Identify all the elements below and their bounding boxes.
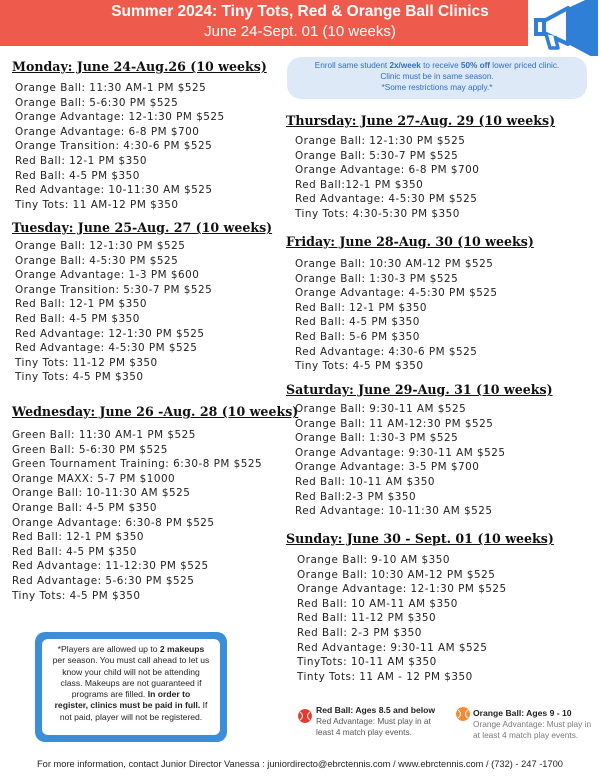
saturday-heading: Saturday: June 29-Aug. 31 (10 weeks) [286, 382, 553, 397]
clinic-slot: Red Advantage: 9:30-11 AM $525 [297, 641, 488, 654]
footer-contact: For more information, contact Junior Director Vanessa : juniordirecto@ebrctennis.com / www.ebrctennis.com / (732) - 247 -1700 [37, 759, 563, 769]
clinic-slot: Orange Advantage: 4-5:30 PM $525 [295, 287, 498, 300]
clinic-slot: Tiny Tots: 4-5 PM $350 [295, 360, 424, 373]
clinic-slot: Red Advantage: 4-5:30 PM $525 [295, 193, 478, 206]
wednesday-heading: Wednesday: June 26 -Aug. 28 (10 weeks) [12, 404, 299, 419]
sunday-heading: Sunday: June 30 - Sept. 01 (10 weeks) [286, 531, 554, 546]
makeup-policy-box [35, 632, 227, 742]
clinic-slot: Orange Ball: 4-5:30 PM $525 [15, 254, 179, 267]
thursday-list [295, 134, 479, 222]
clinic-slot: Orange Advantage: 1-3 PM $600 [15, 269, 200, 282]
saturday-list [295, 402, 505, 519]
page-subtitle: June 24-Sept. 01 (10 weeks) [204, 23, 396, 40]
sunday-list [297, 553, 507, 684]
promo-line-3: *Some restrictions may apply.* [381, 83, 493, 92]
clinic-slot: Tiny Tots: 11 AM-12 PM $350 [15, 198, 179, 211]
clinic-slot: Orange Transition: 5:30-7 PM $525 [15, 283, 213, 296]
clinic-slot: Red Advantage: 11-12:30 PM $525 [12, 560, 209, 573]
clinic-slot: Red Ball: 10-11 AM $350 [295, 475, 435, 488]
clinic-slot: Red Ball: 4-5 PM $350 [15, 169, 140, 182]
clinic-slot: Red Ball: 12-1 PM $350 [295, 301, 427, 314]
clinic-slot: Orange Advantage: 12-1:30 PM $525 [297, 583, 507, 596]
orange-ball-icon [456, 707, 470, 721]
monday-heading: Monday: June 24-Aug.26 (10 weeks) [12, 59, 267, 74]
clinic-slot: Red Ball:2-3 PM $350 [295, 490, 417, 503]
clinic-slot: Orange Ball: 11:30 AM-1 PM $525 [15, 82, 207, 94]
clinic-slot: Orange Ball: 5:30-7 PM $525 [295, 149, 459, 162]
clinic-slot: Orange Transition: 4:30-6 PM $525 [15, 140, 213, 153]
tuesday-heading: Tuesday: June 25-Aug. 27 (10 weeks) [12, 220, 273, 235]
makeup-policy-text: *Players are allowed up to 2 makeups per season. You must call ahead to let us know your child will not be attending class. Makeups are not guaranteed if programs are filled. In order to register, clinics must be paid in full. If not paid, player will not be registered. [42, 639, 220, 735]
clinic-slot: Orange Ball: 9:30-11 AM $525 [295, 403, 467, 415]
clinic-slot: Green Tournament Training: 6:30-8 PM $525 [12, 458, 263, 471]
clinic-slot: Red Advantage: 10-11:30 AM $525 [15, 184, 213, 197]
friday-heading: Friday: June 28-Aug. 30 (10 weeks) [286, 234, 534, 249]
clinic-slot: Red Ball: 5-6 PM $350 [295, 330, 420, 343]
page-title: Summer 2024: Tiny Tots, Red & Orange Ball Clinics [111, 3, 489, 20]
clinic-slot: Tiny Tots: 4-5 PM $350 [12, 589, 141, 602]
clinic-slot: Orange Ball: 12-1:30 PM $525 [295, 135, 466, 147]
clinic-slot: Tiny Tots: 4-5 PM $350 [15, 371, 144, 384]
clinic-slot: Red Ball: 4-5 PM $350 [15, 312, 140, 325]
clinic-slot: Red Advantage: 5-6:30 PM $525 [12, 574, 195, 587]
clinic-slot: Orange Ball: 10-11:30 AM $525 [12, 487, 191, 500]
promo-note [287, 57, 587, 99]
clinic-slot: Orange Ball: 10:30 AM-12 PM $525 [297, 568, 496, 581]
clinic-slot: Red Ball: 4-5 PM $350 [295, 316, 420, 329]
clinic-slot: Red Advantage: 10-11:30 AM $525 [295, 505, 493, 518]
friday-list [295, 257, 498, 374]
clinic-slot: Tiny Tots: 4:30-5:30 PM $350 [295, 207, 460, 220]
clinic-slot: Red Advantage: 4-5:30 PM $525 [15, 342, 198, 355]
clinic-slot: Orange Advantage: 9:30-11 AM $525 [295, 446, 506, 459]
clinic-slot: Orange Ball: 10:30 AM-12 PM $525 [295, 258, 494, 270]
clinic-slot: TinyTots: 10-11 AM $350 [297, 656, 437, 669]
clinic-slot: Orange Ball: 12-1:30 PM $525 [15, 240, 186, 252]
clinic-slot: Orange Advantage: 6:30-8 PM $525 [12, 516, 215, 529]
clinic-slot: Red Ball: 4-5 PM $350 [12, 545, 137, 558]
clinic-slot: Red Ball: 11-12 PM $350 [297, 612, 437, 625]
red-ball-legend-desc: Red Advantage: Must play in at least 4 match play events. [316, 716, 431, 737]
clinic-slot: Orange Ball: 9-10 AM $350 [297, 554, 450, 566]
clinic-slot: Green Ball: 11:30 AM-1 PM $525 [12, 429, 196, 441]
red-ball-legend-title: Red Ball: Ages 8.5 and below [316, 705, 436, 715]
red-ball-icon [298, 709, 312, 723]
clinic-slot: Orange Ball: 1:30-3 PM $525 [295, 272, 459, 285]
clinic-slot: Orange Advantage: 6-8 PM $700 [295, 164, 480, 177]
orange-ball-legend-title: Orange Ball: Ages 9 - 10 [473, 708, 572, 718]
clinic-slot: Orange Advantage: 6-8 PM $700 [15, 125, 200, 138]
clinic-slot: Orange Advantage: 12-1:30 PM $525 [15, 111, 225, 124]
clinic-slot: Red Advantage: 12-1:30 PM $525 [15, 327, 205, 340]
clinic-slot: Orange Ball: 11 AM-12:30 PM $525 [295, 417, 494, 430]
clinic-slot: Orange Ball: 1:30-3 PM $525 [295, 432, 459, 445]
megaphone-icon [528, 0, 600, 56]
promo-line-2: Clinic must be in same season. [380, 72, 494, 81]
clinic-slot: Orange Ball: 5-6:30 PM $525 [15, 96, 179, 109]
clinic-slot: Tiny Tots: 11-12 PM $350 [15, 356, 158, 369]
clinic-slot: Orange Advantage: 3-5 PM $700 [295, 461, 480, 474]
clinic-slot: Tinty Tots: 11 AM - 12 PM $350 [297, 670, 473, 683]
wednesday-list [12, 428, 262, 603]
clinic-slot: Red Ball: 10 AM-11 AM $350 [297, 597, 458, 610]
monday-list [15, 81, 225, 212]
clinic-slot: Orange Ball: 4-5 PM $350 [12, 501, 158, 514]
clinic-slot: Green Ball: 5-6:30 PM $525 [12, 443, 168, 456]
clinic-slot: Red Ball:12-1 PM $350 [295, 178, 424, 191]
clinic-slot: Red Ball: 2-3 PM $350 [297, 626, 422, 639]
clinic-slot: Red Ball: 12-1 PM $350 [15, 154, 147, 167]
clinic-slot: Red Advantage: 4:30-6 PM $525 [295, 345, 478, 358]
thursday-heading: Thursday: June 27-Aug. 29 (10 weeks) [286, 113, 556, 128]
promo-line-1: Enroll same student 2x/week to receive 50% off lower priced clinic. [314, 61, 560, 70]
orange-ball-legend-desc: Orange Advantage: Must play in at least 4 match play events. [473, 719, 592, 740]
header-banner [0, 0, 600, 46]
clinic-slot: Red Ball: 12-1 PM $350 [12, 531, 144, 544]
clinic-slot: Orange MAXX: 5-7 PM $1000 [12, 472, 176, 485]
clinic-slot: Red Ball: 12-1 PM $350 [15, 298, 147, 311]
tuesday-list [15, 239, 212, 385]
